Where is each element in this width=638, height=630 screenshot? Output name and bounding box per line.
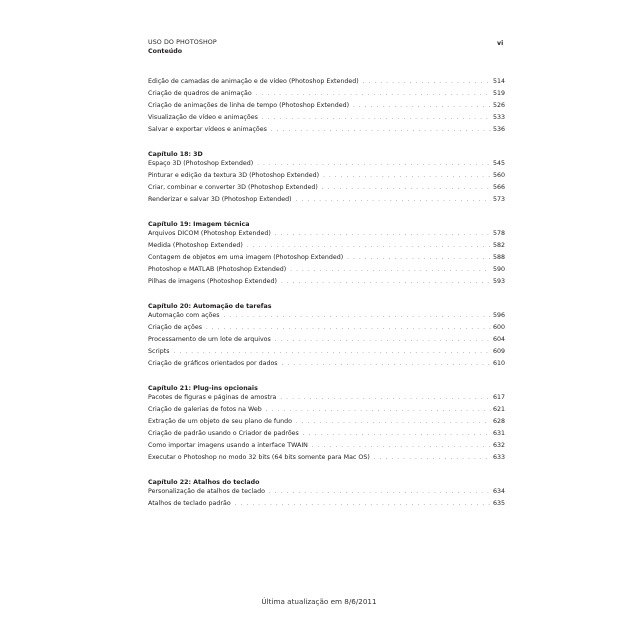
dot-leader [280, 395, 491, 401]
toc-entry[interactable] [148, 336, 505, 348]
toc-entry-title: Pacotes de figuras e páginas de amostra [148, 394, 277, 401]
toc-entry-title: Executar o Photoshop no modo 32 bits (64 bits somente para Mac OS) [148, 454, 370, 461]
toc-entry-page: 582 [492, 242, 505, 249]
dot-leader [282, 361, 491, 367]
toc-entry[interactable] [148, 360, 505, 372]
toc-entry-title: Photoshop e MATLAB (Photoshop Extended) [148, 266, 287, 273]
toc-entry-page: 617 [492, 394, 505, 401]
book-title: USO DO PHOTOSHOP [148, 39, 217, 46]
toc-entry-page: 533 [492, 114, 505, 121]
toc-entry-title: Pilhas de imagens (Photoshop Extended) [148, 278, 277, 285]
toc-entry[interactable] [148, 418, 505, 430]
toc-entry-title: Criação de quadros de animação [148, 90, 252, 97]
dot-leader [374, 455, 491, 461]
toc-entry[interactable] [148, 406, 505, 418]
toc-entry[interactable] [148, 172, 505, 184]
dot-leader [257, 161, 491, 167]
toc-entry-title: Personalização de atalhos de teclado [148, 488, 265, 495]
toc-entry-page: 604 [492, 336, 505, 343]
dot-leader [290, 267, 491, 273]
dot-leader [266, 407, 491, 413]
dot-leader [323, 173, 491, 179]
dot-leader [296, 419, 491, 425]
toc-entry-title: Pinturar e edição da textura 3D (Photoshop Extended) [148, 172, 320, 179]
toc-entry-title: Criação de ações [148, 324, 202, 331]
toc-chapters [148, 150, 505, 512]
section-title: Conteúdo [148, 48, 183, 55]
toc-entry-title: Salvar e exportar vídeos e animações [148, 126, 267, 133]
chapter-heading[interactable]: Capítulo 19: Imagem técnica [148, 221, 250, 228]
running-header [148, 38, 217, 56]
dot-leader [247, 243, 491, 249]
toc-entry-title: Criação de galerias de fotos na Web [148, 406, 262, 413]
toc-intro-list [148, 78, 505, 138]
toc-entry-page: 631 [492, 430, 505, 437]
toc-entry-page: 590 [492, 266, 505, 273]
dot-leader [347, 255, 491, 261]
toc-entry[interactable] [148, 242, 505, 254]
toc-entry-title: Processamento de um lote de arquivos [148, 336, 271, 343]
toc-entry-title: Criação de padrão usando o Criador de padrões [148, 430, 299, 437]
toc-entry-title: Como importar imagens usando a interface TWAIN [148, 442, 308, 449]
toc-entry[interactable] [148, 230, 505, 242]
toc-entry-page: 635 [492, 500, 505, 507]
toc-entry[interactable] [148, 266, 505, 278]
footer-last-updated: Última atualização em 8/6/2011 [261, 597, 377, 606]
chapter-heading[interactable]: Capítulo 22: Atalhos do teclado [148, 479, 260, 486]
toc-entry-page: 609 [492, 348, 505, 355]
dot-leader [262, 115, 491, 121]
toc-entry[interactable] [148, 184, 505, 196]
toc-entry-page: 514 [492, 78, 505, 85]
toc-entry[interactable] [148, 78, 505, 90]
toc-entry-page: 593 [492, 278, 505, 285]
toc-entry-title: Scripts [148, 348, 170, 355]
toc-entry[interactable] [148, 454, 505, 466]
toc-entry-title: Contagem de objetos em uma imagem (Photoshop Extended) [148, 254, 344, 261]
toc-entry-title: Arquivos DICOM (Photoshop Extended) [148, 230, 271, 237]
dot-leader [271, 127, 491, 133]
dot-leader [363, 79, 491, 85]
toc-entry[interactable] [148, 126, 505, 138]
chapter-heading[interactable]: Capítulo 18: 3D [148, 151, 203, 158]
toc-entry[interactable] [148, 114, 505, 126]
toc-entry-page: 632 [492, 442, 505, 449]
toc-entry-page: 596 [492, 312, 505, 319]
toc-entry[interactable] [148, 312, 505, 324]
toc-entry-title: Espaço 3D (Photoshop Extended) [148, 160, 254, 167]
dot-leader [275, 337, 491, 343]
toc-entry[interactable] [148, 430, 505, 442]
dot-leader [312, 443, 491, 449]
dot-leader [353, 103, 491, 109]
toc-entry[interactable] [148, 278, 505, 290]
toc-entry-page: 628 [492, 418, 505, 425]
toc-entry[interactable] [148, 442, 505, 454]
toc-entry-title: Automação com ações [148, 312, 220, 319]
dot-leader [296, 197, 491, 203]
toc-entry-title: Renderizar e salvar 3D (Photoshop Extended) [148, 196, 292, 203]
toc-entry[interactable] [148, 394, 505, 406]
toc-entry-title: Criar, combinar e converter 3D (Photoshop Extended) [148, 184, 318, 191]
toc-entry-title: Medida (Photoshop Extended) [148, 242, 243, 249]
chapter-heading[interactable]: Capítulo 21: Plug-ins opcionais [148, 385, 258, 392]
toc-entry[interactable] [148, 90, 505, 102]
toc-entry-title: Criação de gráficos orientados por dados [148, 360, 278, 367]
toc-entry-page: 621 [492, 406, 505, 413]
toc-entry-page: 634 [492, 488, 505, 495]
chapter-heading[interactable]: Capítulo 20: Automação de tarefas [148, 303, 272, 310]
dot-leader [224, 313, 491, 319]
toc-entry-page: 600 [492, 324, 505, 331]
toc-entry-page: 536 [492, 126, 505, 133]
toc-entry-page: 573 [492, 196, 505, 203]
toc-entry-page: 545 [492, 160, 505, 167]
toc-entry-title: Visualização de vídeo e animações [148, 114, 258, 121]
toc-entry-page: 566 [492, 184, 505, 191]
toc-entry-page: 519 [492, 90, 505, 97]
dot-leader [322, 185, 491, 191]
toc-entry-title: Extração de um objeto de seu plano de fundo [148, 418, 292, 425]
page-number: vi [497, 40, 504, 47]
dot-leader [269, 489, 491, 495]
toc-entry[interactable] [148, 348, 505, 360]
toc-entry[interactable] [148, 196, 505, 208]
toc-entry[interactable] [148, 160, 505, 172]
dot-leader [303, 431, 491, 437]
table-of-contents [148, 78, 505, 512]
dot-leader [174, 349, 491, 355]
dot-leader [275, 231, 491, 237]
dot-leader [256, 91, 491, 97]
toc-entry-page: 588 [492, 254, 505, 261]
toc-entry-title: Atalhos de teclado padrão [148, 500, 231, 507]
toc-entry-title: Edição de camadas de animação e de vídeo (Photoshop Extended) [148, 78, 359, 85]
toc-entry-page: 633 [492, 454, 505, 461]
toc-entry[interactable] [148, 102, 505, 114]
toc-entry[interactable] [148, 254, 505, 266]
dot-leader [206, 325, 491, 331]
toc-entry-page: 610 [492, 360, 505, 367]
toc-entry[interactable] [148, 488, 505, 500]
toc-entry-page: 578 [492, 230, 505, 237]
toc-entry-page: 560 [492, 172, 505, 179]
toc-entry[interactable] [148, 500, 505, 512]
dot-leader [281, 279, 491, 285]
toc-entry-title: Criação de animações de linha de tempo (Photoshop Extended) [148, 102, 350, 109]
dot-leader [235, 501, 491, 507]
toc-entry-page: 526 [492, 102, 505, 109]
toc-entry[interactable] [148, 324, 505, 336]
